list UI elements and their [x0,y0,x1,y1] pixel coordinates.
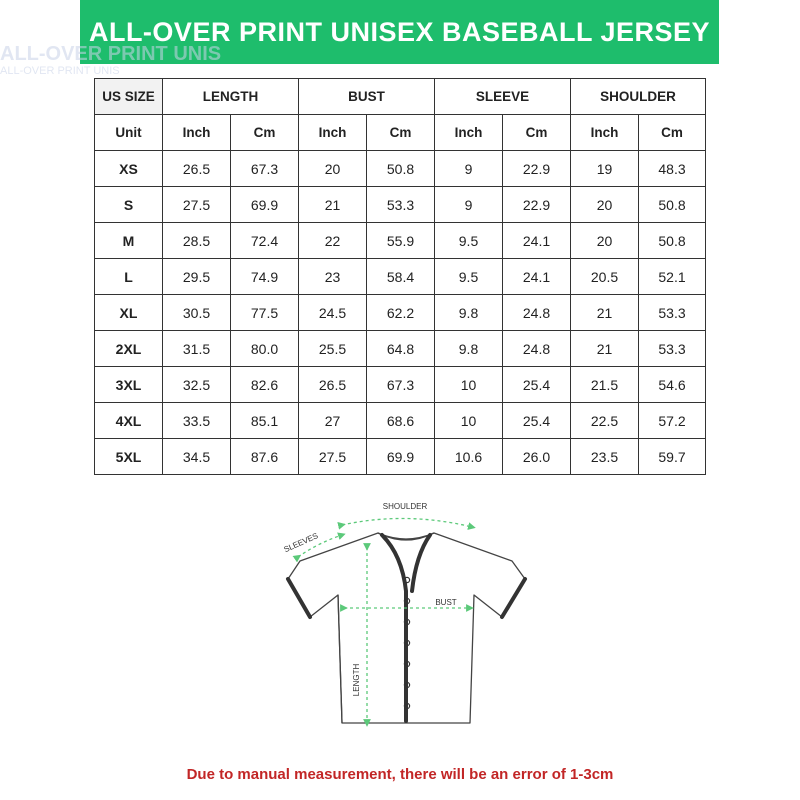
measurement-cell: 27.5 [163,187,231,223]
bust-label: BUST [435,598,457,607]
measurement-cell: 50.8 [639,223,706,259]
measurement-cell: 24.5 [299,295,367,331]
measurement-cell: 10.6 [435,439,503,475]
measurement-cell: 53.3 [639,295,706,331]
measurement-cell: 10 [435,367,503,403]
measurement-cell: 24.1 [503,223,571,259]
measurement-cell: 19 [571,151,639,187]
measurement-cell: 33.5 [163,403,231,439]
measurement-cell: 9.5 [435,259,503,295]
table-row [95,331,706,367]
measurement-cell: 25.4 [503,403,571,439]
size-cell: XS [95,151,163,187]
measurement-cell: 21 [571,331,639,367]
table-row [95,403,706,439]
measurement-cell: 82.6 [231,367,299,403]
size-cell: L [95,259,163,295]
measurement-cell: 62.2 [367,295,435,331]
measurement-cell: 53.3 [639,331,706,367]
faded-title-line-1: ALL-OVER PRINT UNIS [0,44,222,65]
measurement-cell: 30.5 [163,295,231,331]
measurement-cell: 27.5 [299,439,367,475]
size-cell: 5XL [95,439,163,475]
measurement-cell: 69.9 [231,187,299,223]
measurement-cell: 69.9 [367,439,435,475]
shoulder-label: SHOULDER [382,502,428,511]
measurement-cell: 23 [299,259,367,295]
unit-row [95,115,706,151]
size-cell: 4XL [95,403,163,439]
size-chart-table [94,78,706,475]
shoulder-measure-arrow [342,518,472,527]
measurement-cell: 48.3 [639,151,706,187]
jersey-measurement-diagram [270,495,540,745]
measurement-cell: 23.5 [571,439,639,475]
measurement-cell: 10 [435,403,503,439]
measurement-cell: 54.6 [639,367,706,403]
measurement-cell: 29.5 [163,259,231,295]
measurement-cell: 50.8 [367,151,435,187]
measurement-cell: 64.8 [367,331,435,367]
size-cell: S [95,187,163,223]
measurement-cell: 67.3 [367,367,435,403]
size-cell: 3XL [95,367,163,403]
measurement-cell: 50.8 [639,187,706,223]
table-row [95,295,706,331]
table-row [95,187,706,223]
measurement-cell: 87.6 [231,439,299,475]
measurement-cell: 21 [299,187,367,223]
measurement-cell: 77.5 [231,295,299,331]
measurement-cell: 22.9 [503,187,571,223]
measurement-cell: 28.5 [163,223,231,259]
measurement-cell: 22.9 [503,151,571,187]
unit-label-cell: Unit [95,115,163,151]
measurement-cell: 59.7 [639,439,706,475]
measurement-cell: 25.4 [503,367,571,403]
measurement-cell: 25.5 [299,331,367,367]
measurement-cell: 31.5 [163,331,231,367]
measurement-cell: 9 [435,151,503,187]
measurement-note: Due to manual measurement, there will be an error of 1-3cm [186,766,614,783]
header-sleeve: SLEEVE [435,79,571,115]
unit-cell: Inch [571,115,639,151]
unit-cell: Cm [639,115,706,151]
measurement-cell: 20 [299,151,367,187]
measurement-cell: 9.8 [435,331,503,367]
unit-cell: Inch [299,115,367,151]
header-bust: BUST [299,79,435,115]
unit-cell: Inch [435,115,503,151]
unit-cell: Cm [231,115,299,151]
measurement-cell: 20 [571,223,639,259]
measurement-cell: 27 [299,403,367,439]
size-cell: XL [95,295,163,331]
faded-title-line-2: ALL-OVER PRINT UNIS [0,65,120,77]
table-body [95,151,706,475]
measurement-cell: 67.3 [231,151,299,187]
measurement-cell: 72.4 [231,223,299,259]
measurement-cell: 57.2 [639,403,706,439]
measurement-cell: 53.3 [367,187,435,223]
sleeves-label: SLEEVES [282,531,320,555]
measurement-cell: 32.5 [163,367,231,403]
measurement-cell: 74.9 [231,259,299,295]
header-length: LENGTH [163,79,299,115]
table-row [95,151,706,187]
measurement-cell: 26.5 [299,367,367,403]
unit-cell: Cm [503,115,571,151]
measurement-cell: 58.4 [367,259,435,295]
measurement-cell: 34.5 [163,439,231,475]
header-us-size: US SIZE [95,79,163,115]
header-shoulder: SHOULDER [571,79,706,115]
size-cell: 2XL [95,331,163,367]
table-row [95,367,706,403]
unit-cell: Inch [163,115,231,151]
table-row [95,223,706,259]
measurement-cell: 80.0 [231,331,299,367]
measurement-cell: 68.6 [367,403,435,439]
measurement-cell: 20.5 [571,259,639,295]
measurement-cell: 85.1 [231,403,299,439]
measurement-cell: 52.1 [639,259,706,295]
measurement-cell: 22.5 [571,403,639,439]
measurement-cell: 26.5 [163,151,231,187]
measurement-cell: 21.5 [571,367,639,403]
measurement-cell: 24.8 [503,295,571,331]
measurement-cell: 9 [435,187,503,223]
measurement-cell: 22 [299,223,367,259]
table-header-row [95,79,706,115]
page-title: ALL-OVER PRINT UNISEX BASEBALL JERSEY [88,16,711,47]
measurement-cell: 24.8 [503,331,571,367]
measurement-cell: 9.5 [435,223,503,259]
measurement-cell: 9.8 [435,295,503,331]
measurement-cell: 24.1 [503,259,571,295]
measurement-cell: 26.0 [503,439,571,475]
measurement-cell: 20 [571,187,639,223]
measurement-cell: 55.9 [367,223,435,259]
size-cell: M [95,223,163,259]
table-row [95,439,706,475]
measurement-cell: 21 [571,295,639,331]
unit-cell: Cm [367,115,435,151]
length-label: LENGTH [352,663,361,697]
table-row [95,259,706,295]
